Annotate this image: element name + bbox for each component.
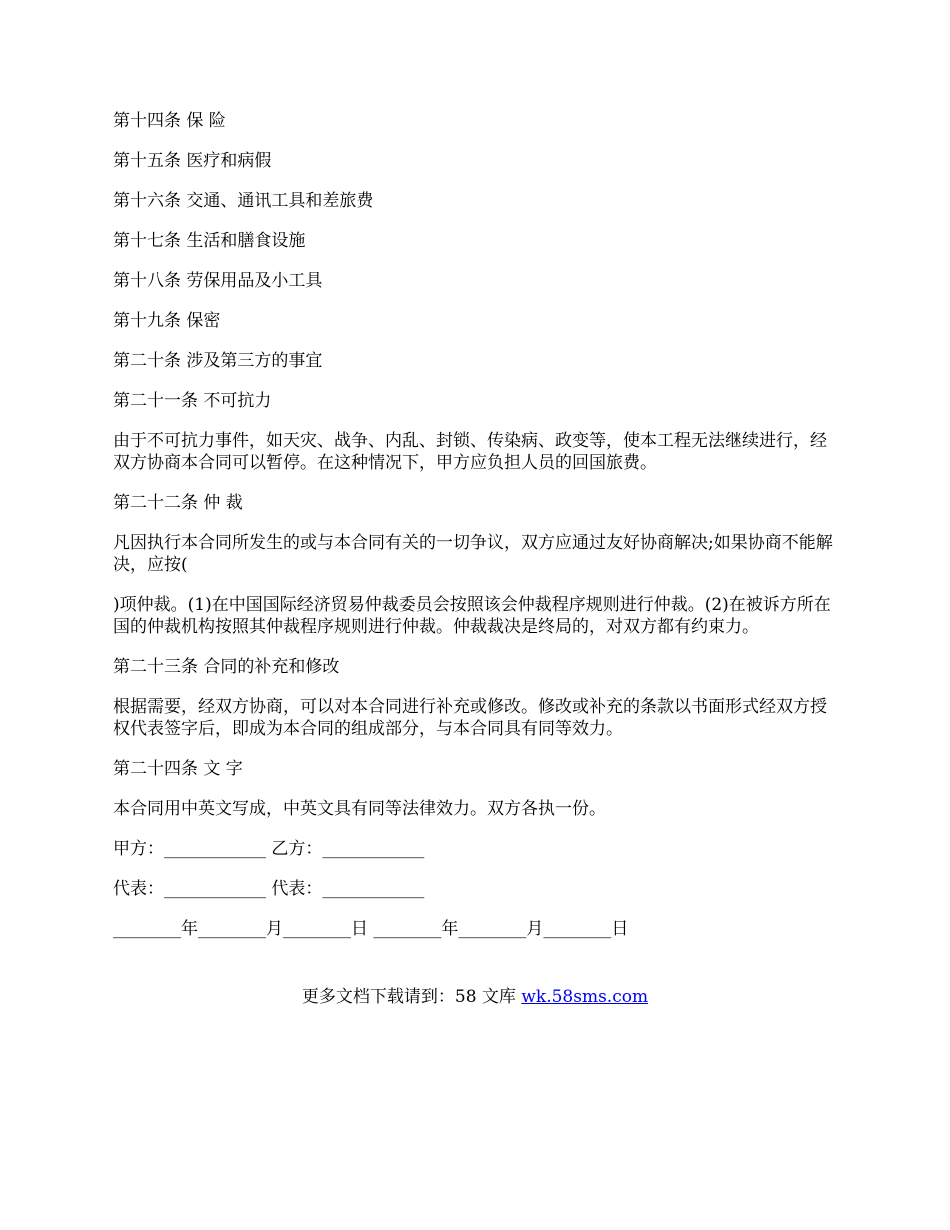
article-24-body: 本合同用中英文写成，中英文具有同等法律效力。双方各执一份。 — [113, 799, 606, 819]
date-line: ________年________月________日 ________年________月________日 — [113, 919, 629, 939]
representative-signature-line: 代表：____________ 代表：____________ — [113, 879, 425, 899]
article-15-heading: 第十五条 医疗和病假 — [113, 151, 272, 171]
article-19-heading: 第十九条 保密 — [113, 311, 221, 331]
article-22-body-1: 凡因执行本合同所发生的或与本合同有关的一切争议，双方应通过友好协商解决;如果协商不能解决，应按( — [113, 533, 833, 575]
article-20-heading: 第二十条 涉及第三方的事宜 — [113, 351, 323, 371]
footer — [0, 986, 950, 1008]
article-22-heading: 第二十二条 仲 裁 — [113, 493, 243, 513]
party-signature-line: 甲方：____________ 乙方：____________ — [113, 839, 425, 859]
article-23-body: 根据需要，经双方协商，可以对本合同进行补充或修改。修改或补充的条款以书面形式经双方授权代表签字后，即成为本合同的组成部分，与本合同具有同等效力。 — [113, 697, 827, 739]
article-21-heading: 第二十一条 不可抗力 — [113, 391, 272, 411]
article-21-body: 由于不可抗力事件，如天灾、战争、内乱、封锁、传染病、政变等，使本工程无法继续进行，经双方协商本合同可以暂停。在这种情况下，甲方应负担人员的回国旅费。 — [113, 431, 827, 473]
article-23-heading: 第二十三条 合同的补充和修改 — [113, 657, 340, 677]
article-17-heading: 第十七条 生活和膳食设施 — [113, 231, 306, 251]
article-14-heading: 第十四条 保 险 — [113, 111, 226, 131]
footer-text: 更多文档下载请到：58 文库 — [301, 987, 522, 1007]
article-16-heading: 第十六条 交通、通讯工具和差旅费 — [113, 191, 374, 211]
footer-link[interactable]: wk.58sms.com — [521, 987, 649, 1007]
article-18-heading: 第十八条 劳保用品及小工具 — [113, 271, 323, 291]
document-body — [113, 110, 843, 958]
article-22-body-2: )项仲裁。(1)在中国国际经济贸易仲裁委员会按照该会仲裁程序规则进行仲裁。(2)在被诉方所在国的仲裁机构按照其仲裁程序规则进行仲裁。仲裁裁决是终局的，对双方都有约束力。 — [113, 595, 831, 637]
article-24-heading: 第二十四条 文 字 — [113, 759, 243, 779]
